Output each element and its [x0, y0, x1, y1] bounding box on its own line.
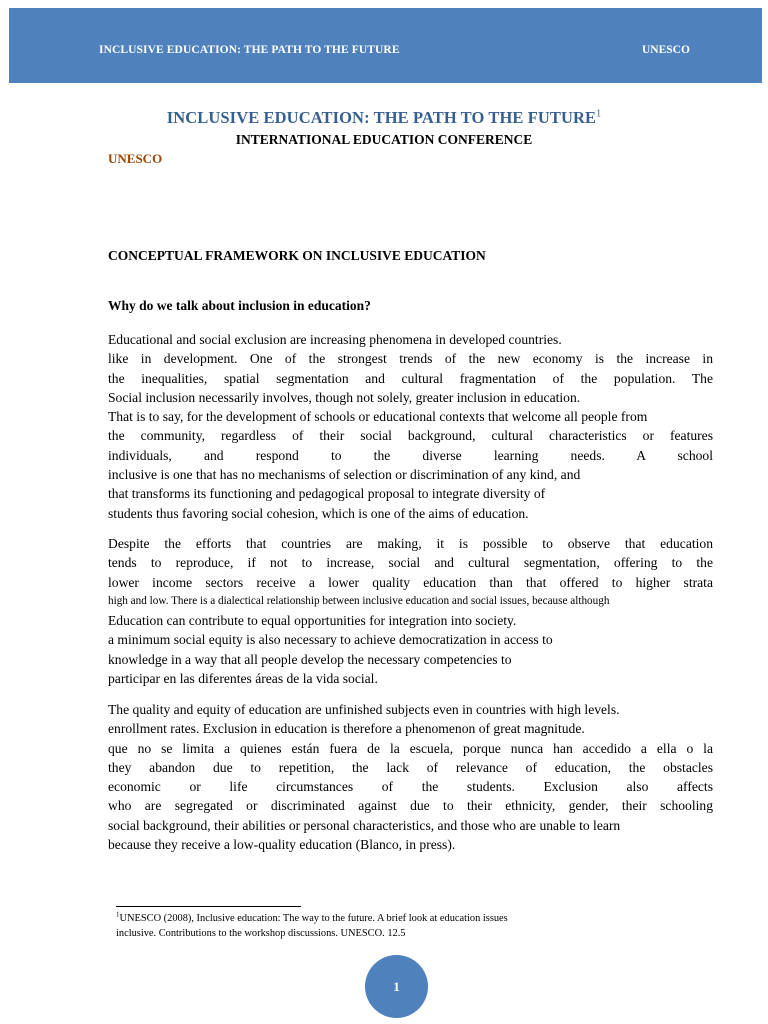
paragraph-1: [108, 330, 713, 523]
question-heading: Why do we talk about inclusion in education?: [108, 298, 371, 313]
document-title: [0, 108, 768, 128]
footnote-separator: [116, 906, 301, 907]
paragraph-line: economic or life circumstances of the students. Exclusion also affects: [108, 779, 713, 795]
page-number-badge: [365, 955, 428, 1018]
paragraph-line: Educational and social exclusion are increasing phenomena in developed countries.: [108, 332, 562, 347]
paragraph-line: participar en las diferentes áreas de la vida social.: [108, 671, 378, 687]
organization-name: UNESCO: [108, 151, 163, 166]
paragraph-line: because they receive a low-quality education (Blanco, in press).: [108, 837, 456, 853]
running-header-org: UNESCO: [642, 44, 690, 56]
footnote-text-1: UNESCO (2008), Inclusive education: The way to the future. A brief look at education issues: [119, 913, 508, 924]
title-footnote-mark[interactable]: 1: [596, 108, 602, 120]
paragraph-line: That is to say, for the development of schools or educational contexts that welcome all people from: [108, 409, 648, 425]
paragraph-3: [108, 700, 713, 854]
footnote-mark: 1: [116, 910, 120, 919]
running-header-title: INCLUSIVE EDUCATION: THE PATH TO THE FUTURE: [99, 44, 400, 56]
paragraph-line: enrollment rates. Exclusion in education is therefore a phenomenon of great magnitude.: [108, 721, 585, 737]
footnote: [116, 911, 508, 941]
footnote-line-2: inclusive. Contributions to the workshop discussions. UNESCO. 12.5: [116, 928, 406, 939]
footnote-line-1: [116, 911, 508, 926]
paragraph-line: social background, their abilities or personal characteristics, and those who are unable to learn: [108, 817, 621, 833]
document-title-text: INCLUSIVE EDUCATION: THE PATH TO THE FUTURE: [166, 108, 597, 127]
paragraph-line: a minimum social equity is also necessary to achieve democratization in access to: [108, 632, 553, 648]
paragraph-line: the community, regardless of their social background, cultural characteristics or features: [108, 428, 713, 444]
paragraph-line: who are segregated or discriminated against due to their ethnicity, gender, their schooling: [108, 798, 713, 814]
paragraph-line: they abandon due to repetition, the lack of relevance of education, the obstacles: [108, 759, 713, 775]
paragraph-line: Education can contribute to equal opportunities for integration into society.: [108, 613, 517, 629]
paragraph-line: students thus favoring social cohesion, which is one of the aims of education.: [108, 505, 529, 521]
paragraph-line: tends to reproduce, if not to increase, social and cultural segmentation, offering to the: [108, 555, 713, 571]
paragraph-2: [108, 534, 713, 688]
paragraph-line: Social inclusion necessarily involves, though not solely, greater inclusion in education.: [108, 389, 581, 405]
paragraph-line: que no se limita a quienes están fuera de la escuela, porque nunca han accedido a ella o la: [108, 740, 713, 756]
paragraph-line: The quality and equity of education are unfinished subjects even in countries with high levels.: [108, 702, 620, 717]
paragraph-line: lower income sectors receive a lower quality education than that offered to higher strata: [108, 574, 713, 590]
document-subtitle: INTERNATIONAL EDUCATION CONFERENCE: [235, 132, 533, 147]
paragraph-line: inclusive is one that has no mechanisms of selection or discrimination of any kind, and: [108, 467, 581, 483]
paragraph-line: like in development. One of the strongest trends of the new economy is the increase in: [108, 351, 713, 367]
section-heading: CONCEPTUAL FRAMEWORK ON INCLUSIVE EDUCATION: [108, 248, 486, 263]
paragraph-line: knowledge in a way that all people develop the necessary competencies to: [108, 651, 512, 667]
paragraph-line: that transforms its functioning and pedagogical proposal to integrate diversity of: [108, 486, 546, 502]
paragraph-line: high and low. There is a dialectical relationship between inclusive education and social issues, because although: [108, 594, 610, 607]
paragraph-line: Despite the efforts that countries are making, it is possible to observe that education: [108, 536, 713, 551]
page-number: 1: [393, 979, 400, 994]
paragraph-line: the inequalities, spatial segmentation and cultural fragmentation of the population. The: [108, 370, 713, 386]
paragraph-line: individuals, and respond to the diverse learning needs. A school: [108, 447, 713, 463]
